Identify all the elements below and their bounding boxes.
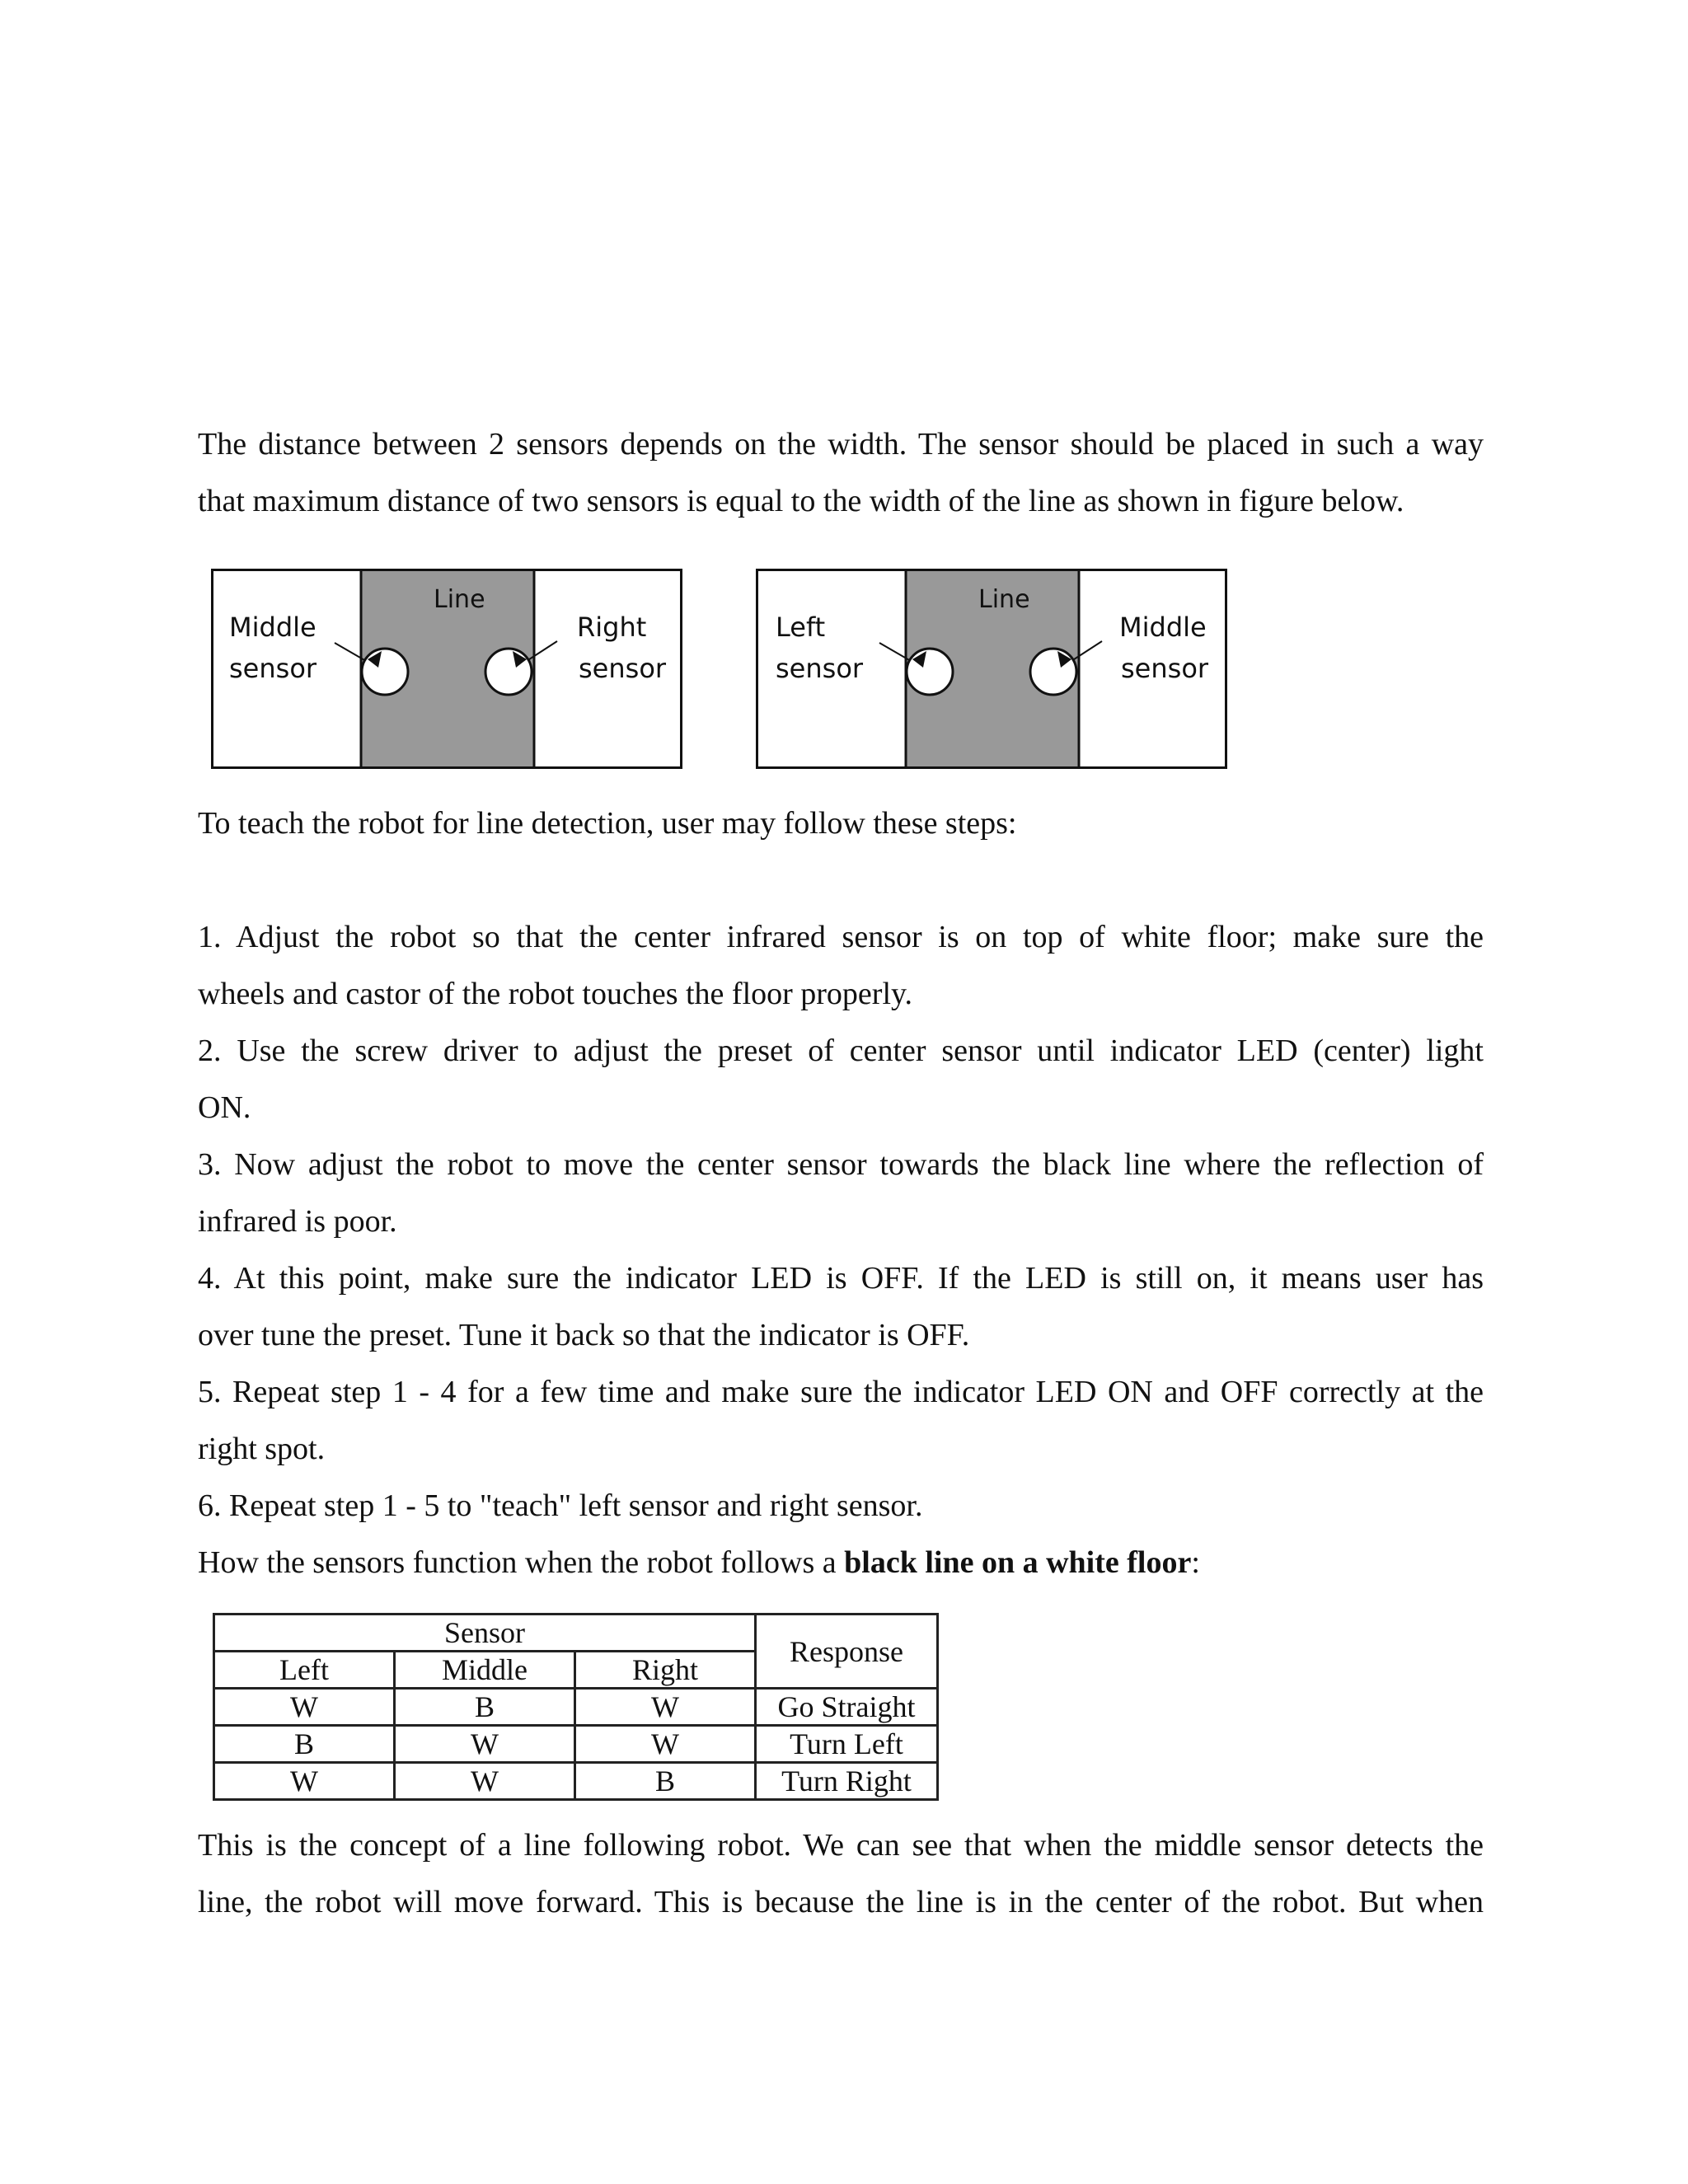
sensor-diagram-1	[211, 569, 682, 769]
sensor-header: Sensor	[214, 1615, 756, 1652]
cell-left: W	[214, 1763, 395, 1800]
cell-left: B	[214, 1726, 395, 1763]
teach-intro	[198, 795, 1484, 852]
table-row	[214, 1726, 938, 1763]
step-4-line-1: 4. At this point, make sure the indicator LED is OFF. If the LED is still on, it means user has	[198, 1261, 1484, 1296]
cell-right: W	[575, 1689, 756, 1726]
table-row	[214, 1763, 938, 1800]
line-label: Line	[434, 585, 485, 614]
step-4-line-2: over tune the preset. Tune it back so that the indicator is OFF.	[198, 1318, 970, 1352]
right-label-1: Middle	[1119, 612, 1207, 643]
concept-line-2: line, the robot will move forward. This is because the line is in the center of the robot. But when	[198, 1885, 1484, 1919]
table-header-row	[214, 1615, 938, 1652]
how-sentence	[198, 1535, 1484, 1591]
col-middle-header: Middle	[395, 1652, 575, 1689]
table-row	[214, 1689, 938, 1726]
response-header: Response	[756, 1615, 938, 1689]
step-6-line-1: 6. Repeat step 1 - 5 to "teach" left sensor and right sensor.	[198, 1488, 923, 1523]
sensor-figure-2	[756, 569, 1227, 769]
right-label-2: sensor	[579, 653, 667, 684]
cell-right: W	[575, 1726, 756, 1763]
right-label-2: sensor	[1121, 653, 1209, 684]
sensor-response-table	[213, 1613, 939, 1801]
col-right-header: Right	[575, 1652, 756, 1689]
step-5-line-2: right spot.	[198, 1432, 326, 1466]
cell-middle: B	[395, 1689, 575, 1726]
right-label-1: Right	[577, 612, 647, 643]
cell-response: Go Straight	[756, 1689, 938, 1726]
left-label-2: sensor	[776, 653, 864, 684]
left-label-1: Middle	[229, 612, 316, 643]
step-3-line-2: infrared is poor.	[198, 1204, 397, 1239]
how-bold: black line on a white floor	[844, 1545, 1192, 1580]
how-prefix: How the sensors function when the robot follows a	[198, 1545, 845, 1580]
left-label-2: sensor	[229, 653, 317, 684]
concept-paragraph	[198, 1817, 1484, 1931]
cell-right: B	[575, 1763, 756, 1800]
left-label-1: Left	[776, 612, 826, 643]
sensor-figure-1	[211, 569, 682, 769]
cell-response: Turn Right	[756, 1763, 938, 1800]
step-1-line-2: wheels and castor of the robot touches the floor properly.	[198, 977, 913, 1011]
sensor-circle-right	[1030, 649, 1076, 695]
steps-list	[198, 909, 1484, 1591]
step-3-line-1: 3. Now adjust the robot to move the center sensor towards the black line where the reflection of	[198, 1147, 1484, 1182]
how-suffix: :	[1191, 1545, 1200, 1580]
step-1-line-1: 1. Adjust the robot so that the center infrared sensor is on top of white floor; make sure the	[198, 920, 1484, 954]
concept-line-1: This is the concept of a line following robot. We can see that when the middle sensor detects the	[198, 1828, 1484, 1863]
line-label: Line	[978, 585, 1030, 614]
sensor-circle-left	[362, 649, 408, 695]
cell-middle: W	[395, 1726, 575, 1763]
col-left-header: Left	[214, 1652, 395, 1689]
cell-response: Turn Left	[756, 1726, 938, 1763]
step-2-line-1: 2. Use the screw driver to adjust the preset of center sensor until indicator LED (center) light	[198, 1033, 1484, 1068]
cell-left: W	[214, 1689, 395, 1726]
cell-middle: W	[395, 1763, 575, 1800]
sensor-diagram-2	[756, 569, 1227, 769]
teach-intro-text: To teach the robot for line detection, user may follow these steps:	[198, 806, 1017, 841]
step-2-line-2: ON.	[198, 1090, 251, 1125]
intro-paragraph	[198, 416, 1484, 530]
step-5-line-1: 5. Repeat step 1 - 4 for a few time and make sure the indicator LED ON and OFF correctly at the	[198, 1375, 1484, 1409]
intro-line-1: The distance between 2 sensors depends on the width. The sensor should be placed in such a way	[198, 427, 1484, 462]
intro-line-2: that maximum distance of two sensors is equal to the width of the line as shown in figure below.	[198, 484, 1404, 518]
sensor-circle-left	[907, 649, 953, 695]
sensor-circle-right	[485, 649, 532, 695]
